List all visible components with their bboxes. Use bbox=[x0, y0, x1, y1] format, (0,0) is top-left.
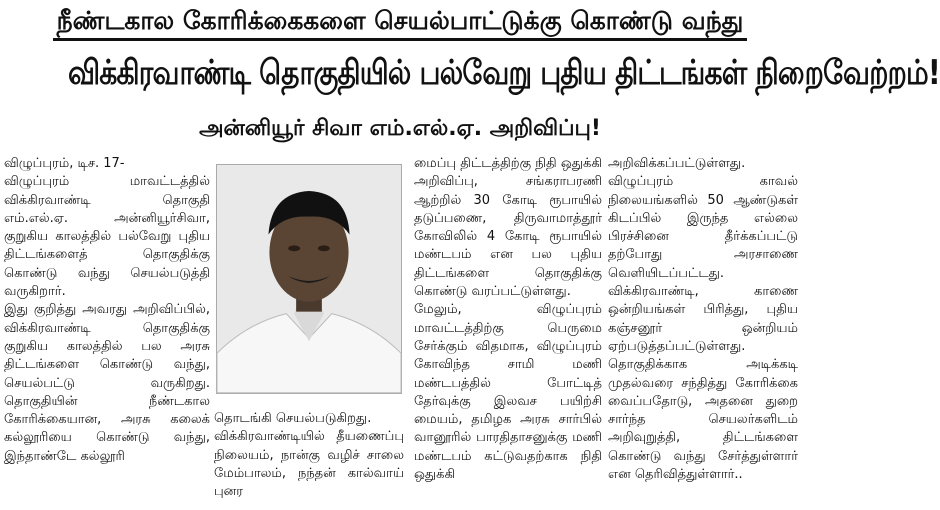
article-column-3: மைப்பு திட்டத்திற்கு நிதி ஒதுக்கி அறிவிப்பு, சங்கராபரணி ஆற்றில் 30 கோடி ரூபாயில் தடுப்பணை, திருவாமாத்தூர் கோவிலில் 4 கோடி ரூபாயில் மண்டபம் என பல புதிய திட்டங்களை தொகுதிக்கு கொண்டு வரப்பட்டுள்ளது. மேலும், விழுப்புரம் மாவட்டத்திற்கு பெருமை சேர்க்கும் விதமாக, விழுப்புரம் கோவிந்த சாமி மணி மண்டபத்தில் போட்டித் தேர்வுக்கு இலவச பயிற்சி மையம், தமிழக அரசு சார்பில் வானூரில் பாரதிதாசனுக்கு மணி மண்டபம் கட்டுவதற்காக நிதி ஒதுக்கி bbox=[414, 156, 602, 483]
article-column-2: தொடங்கி செயல்படுகிறது. விக்கிரவாண்டியில் தீயணைப்பு நிலையம், நான்கு வழிச் சாலை மேம்பாலம், நந்தன் கால்வாய் புனர bbox=[214, 411, 404, 500]
article-column-4: அறிவிக்கப்பட்டுள்ளது. விழுப்புரம் காவல் நிலையங்களில் 50 ஆண்டுகள் கிடப்பில் இருந்த எல்லை பிரச்சினை தீர்க்கப்பட்டு தற்போது அரசாணை வெளியிடப்பட்டது. விக்கிரவாண்டி, காணை ஒன்றியங்கள் பிரித்து, புதிய கஞ்சனூர் ஒன்றியம் ஏற்படுத்தப்பட்டுள்ளது. தொகுதிக்காக அடிக்கடி முதல்வரை சந்தித்து கோரிக்கை வைப்பதோடு, அதனை துறை சார்ந்த செயலர்களிடம் அறிவுறுத்தி, திட்டங்களை கொண்டு வந்து சேர்த்துள்ளார் என தெரிவித்துள்ளார்.. bbox=[608, 156, 798, 483]
kicker-line bbox=[0, 4, 800, 41]
subheadline: அன்னியூர் சிவா எம்.எல்.ஏ. அறிவிப்பு! bbox=[199, 116, 601, 141]
article-column-1: விழுப்புரம், டிச. 17- விழுப்புரம் மாவட்டத்தில் விக்கிரவாண்டி தொகுதி எம்.எல்.ஏ. அன்னியூர்சிவா, குறுகிய காலத்தில் பல்வேறு புதிய திட்டங்களைத் தொகுதிக்கு கொண்டு வந்து செயல்படுத்தி வருகிறார். இது குறித்து அவரது அறிவிப்பில், விக்கிரவாண்டி தொகுதிக்கு குறுகிய காலத்தில் பல அரசு திட்டங்களை கொண்டு வந்து, செயல்பட்டு வருகிறது. தொகுதியின் நீண்டகால கோரிக்கையான, அரசு கலைக் கல்லூரியை கொண்டு வந்து, இந்தாண்டே கல்லூரி bbox=[4, 156, 210, 464]
kicker-text: நீண்டகால கோரிக்கைகளை செயல்பாட்டுக்கு கொண்டு வந்து bbox=[53, 4, 748, 41]
mla-portrait-photo bbox=[216, 164, 402, 394]
portrait-illustration bbox=[217, 165, 401, 393]
headline: விக்கிரவாண்டி தொகுதியில் பல்வேறு புதிய திட்டங்கள் நிறைவேற்றம்! bbox=[68, 53, 940, 93]
